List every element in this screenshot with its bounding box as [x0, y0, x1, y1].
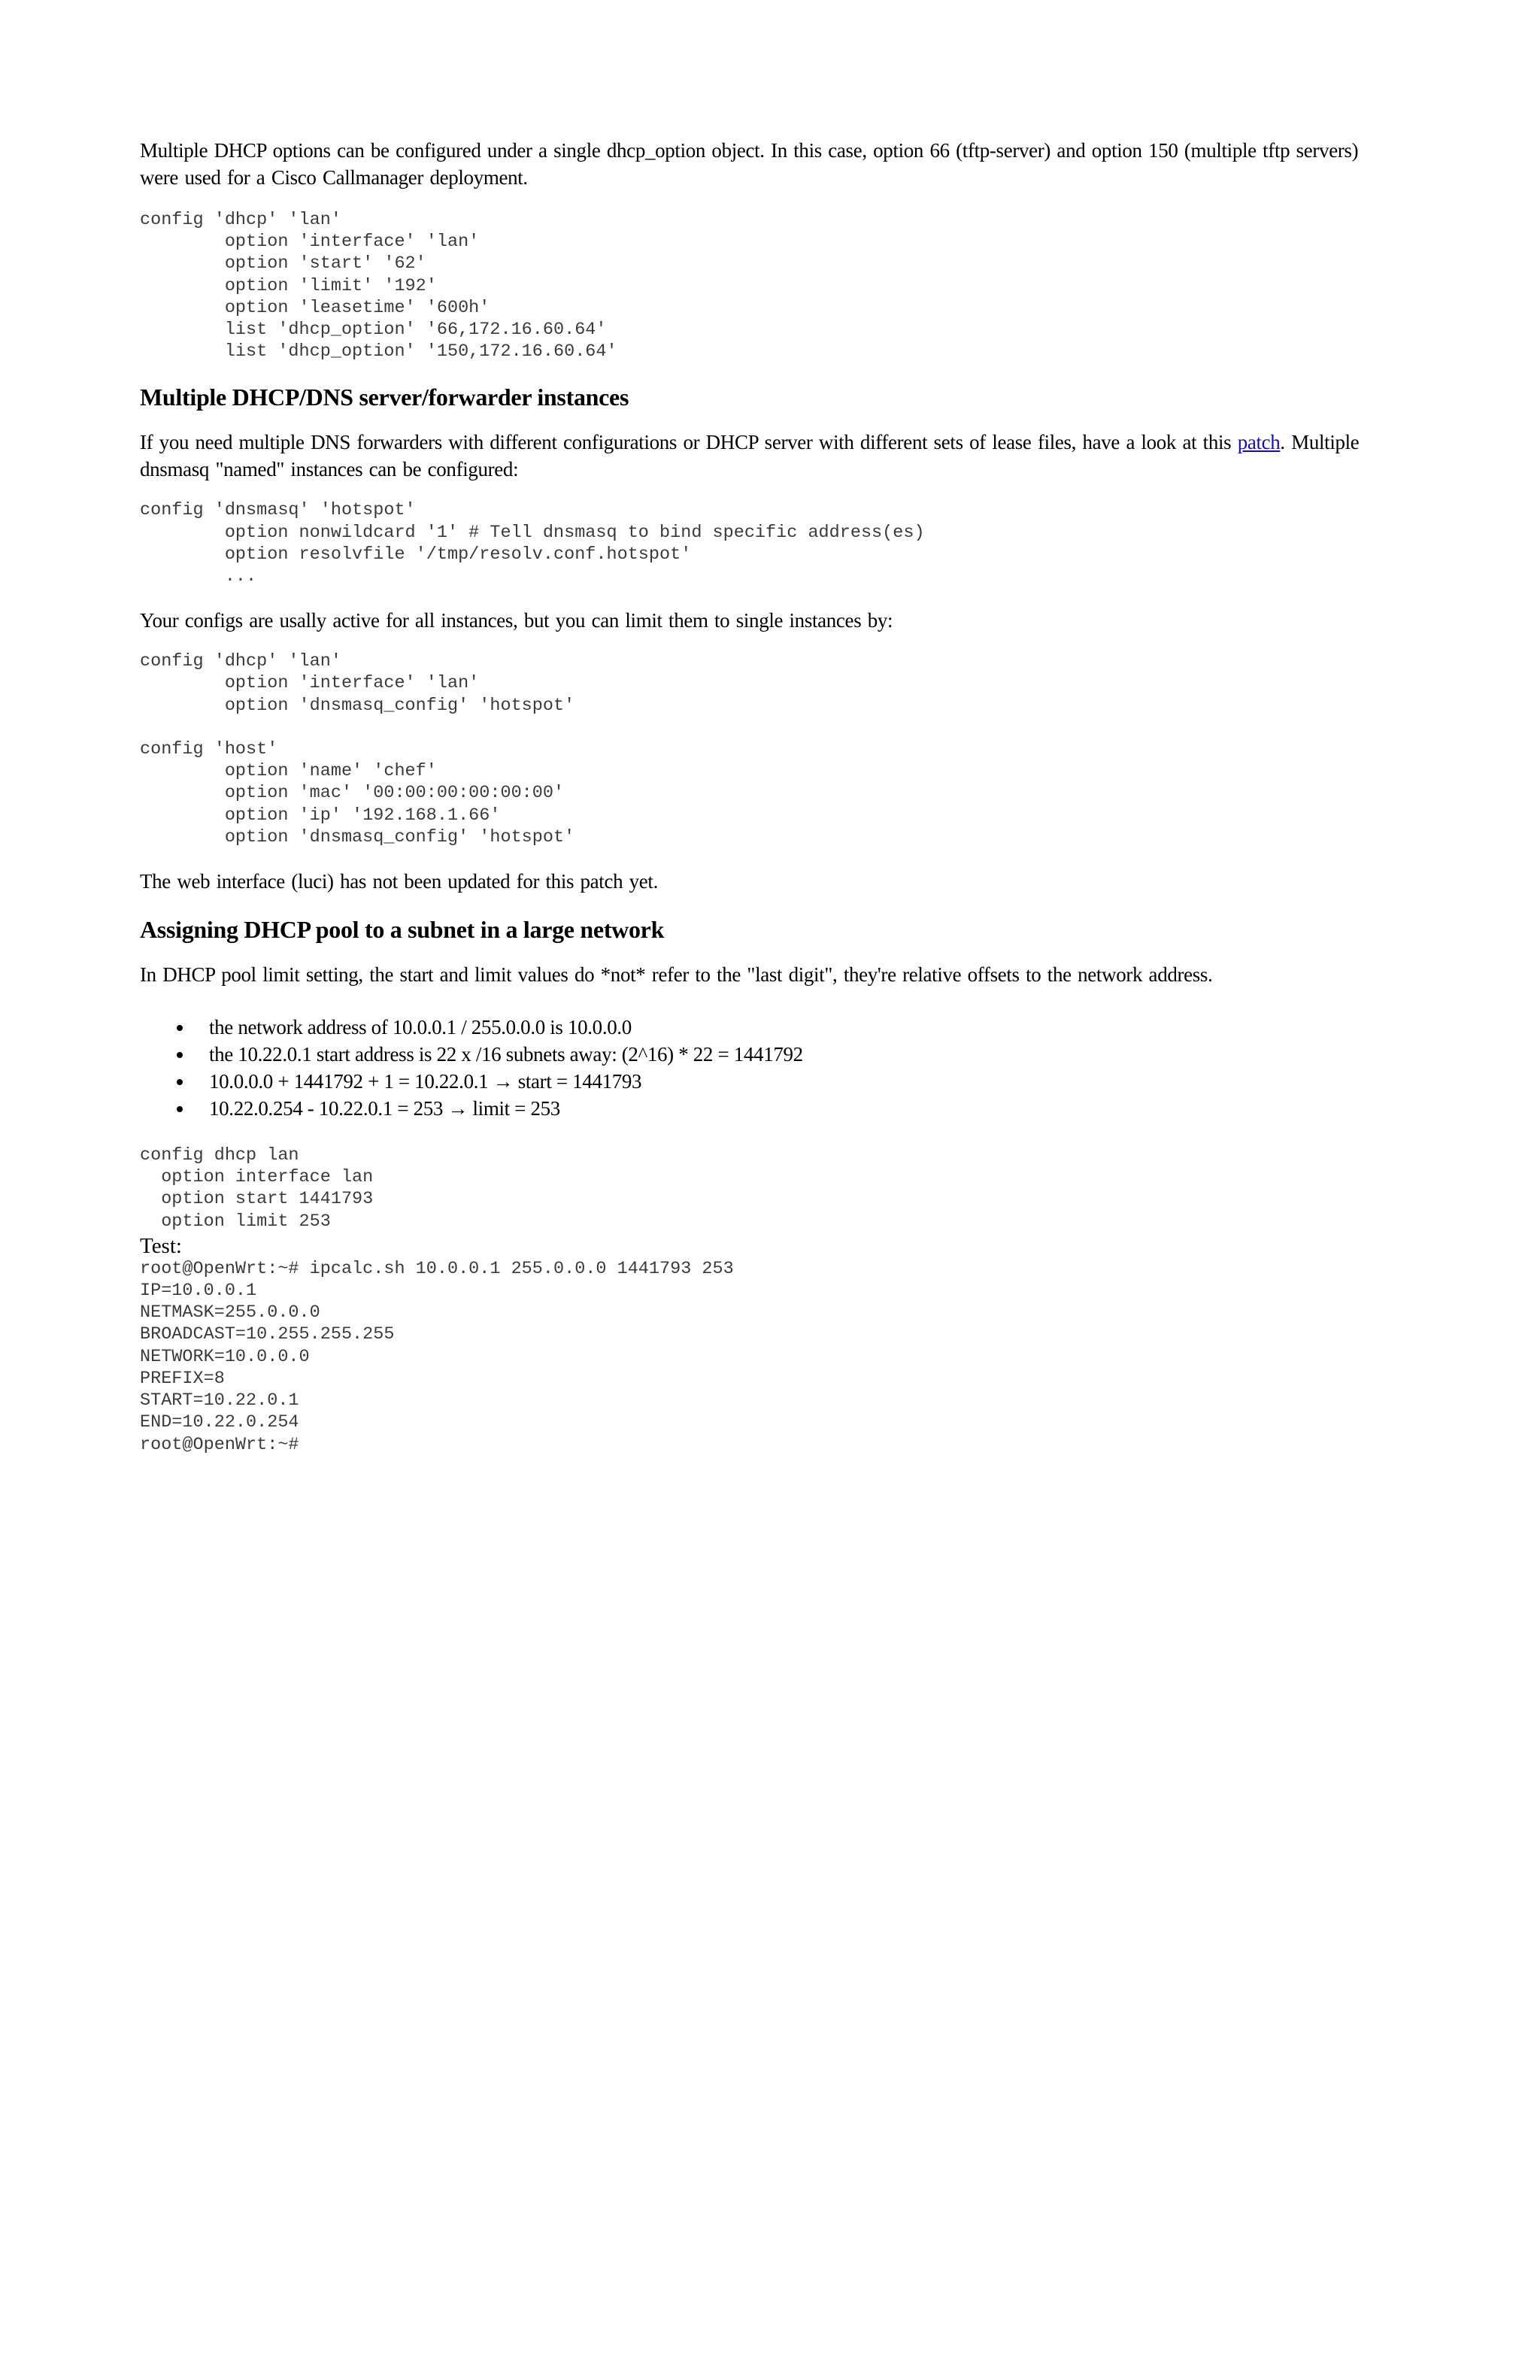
instances-paragraph — [140, 429, 1388, 483]
code-block-ipcalc-test: root@OpenWrt:~# ipcalc.sh 10.0.0.1 255.0.0.0 1441793 253 IP=10.0.0.1 NETMASK=255.0.0.0 BROADCAST=10.255.255.255 NETWORK=10.0.0.0 PREFIX=8 START=10.22.0.1 END=10.22.0.254 root@OpenWrt:~# — [140, 1258, 734, 1455]
code-block-dnsmasq: config 'dnsmasq' 'hotspot' option nonwildcard '1' # Tell dnsmasq to bind specific address(es) option resolvfile '/tmp/resolv.conf.hotspot' ... — [140, 500, 925, 587]
intro-paragraph: Multiple DHCP options can be configured under a single dhcp_option object. In this case, option 66 (tftp-server) and option 150 (multiple tftp servers) were used for a Cisco Callmanager deployment. — [140, 139, 1359, 189]
heading-dhcp-pool: Assigning DHCP pool to a subnet in a large network — [140, 916, 665, 944]
bullet-icon — [177, 1106, 183, 1112]
instances-paragraph-start: If you need multiple DNS forwarders with different configurations or DHCP server with different sets of lease files, have a look at this — [140, 431, 1238, 454]
pool-paragraph: In DHCP pool limit setting, the start and limit values do *not* refer to the "last digit", they're relative offsets to the network address. — [140, 963, 1213, 987]
bullet-icon — [177, 1079, 183, 1085]
code-block-dhcp-options: config 'dhcp' 'lan' option 'interface' 'lan' option 'start' '62' option 'limit' '192' option 'leasetime' '600h' list 'dhcp_option' '66,172.16.60.64' list 'dhcp_option' '150,172.16.60.64' — [140, 210, 617, 362]
list-item: the 10.22.0.1 start address is 22 x /16 subnets away: (2^16) * 22 = 1441792 — [209, 1041, 1388, 1068]
list-item: the network address of 10.0.0.1 / 255.0.0.0 is 10.0.0.0 — [209, 1014, 1388, 1041]
pool-calculation-list — [140, 1014, 1388, 1122]
bullet-icon — [177, 1052, 183, 1058]
limit-instances-paragraph: Your configs are usally active for all instances, but you can limit them to single instances by: — [140, 609, 893, 632]
instances-paragraph-end: . Multiple dnsmasq "named" instances can be configured: — [140, 431, 1360, 481]
test-label: Test: — [140, 1233, 182, 1258]
bullet-icon — [177, 1025, 183, 1031]
list-item: 10.0.0.0 + 1441792 + 1 = 10.22.0.1 → start = 1441793 — [209, 1068, 1388, 1095]
luci-paragraph: The web interface (luci) has not been updated for this patch yet. — [140, 870, 658, 893]
code-block-pool-config: config dhcp lan option interface lan option start 1441793 option limit 253 — [140, 1145, 374, 1232]
list-item: 10.22.0.254 - 10.22.0.1 = 253 → limit = 253 — [209, 1095, 1388, 1122]
heading-multiple-instances: Multiple DHCP/DNS server/forwarder instances — [140, 384, 629, 411]
document-page — [140, 137, 1388, 1456]
code-block-instance-config: config 'dhcp' 'lan' option 'interface' 'lan' option 'dnsmasq_config' 'hotspot' config 'host' option 'name' 'chef' option 'mac' '00:00:00:00:00:00' option 'ip' '192.168.1.66' option 'dnsmasq_config' 'hotspot' — [140, 651, 575, 847]
patch-link[interactable]: patch — [1237, 431, 1281, 454]
